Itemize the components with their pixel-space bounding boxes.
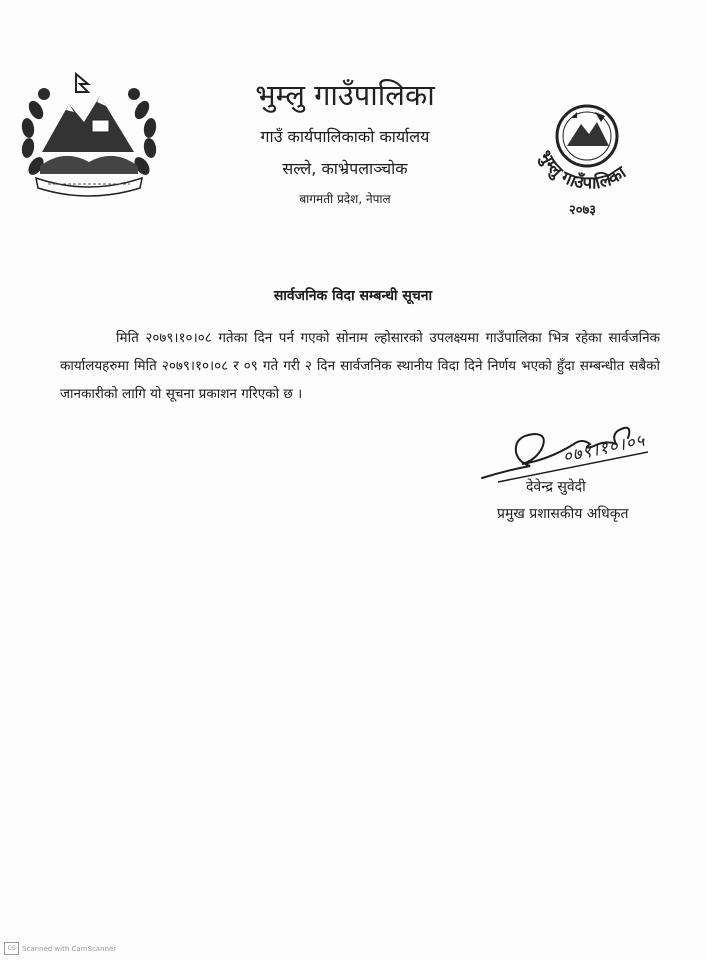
notice-title: सार्वजनिक विदा सम्बन्धी सूचना xyxy=(273,288,433,304)
seal-text xyxy=(525,102,655,220)
camscanner-logo-icon: CS xyxy=(4,942,19,955)
signature-date: ०७९।१०।०५ xyxy=(561,430,648,468)
nepal-government-emblem-icon xyxy=(14,70,164,198)
svg-text:भुम्लु गाउँपालिका xyxy=(534,147,630,193)
seal-municipality-text: भुम्लु गाउँपालिका xyxy=(534,147,630,194)
municipality-name: भुम्लु गाउँपालिका xyxy=(255,78,435,112)
signatory-name: देवेन्द्र सुवेदी xyxy=(526,479,586,495)
seal-year: २०७३ xyxy=(569,203,597,218)
province-line: बागमती प्रदेश, नेपाल xyxy=(299,192,391,206)
signatory-title: प्रमुख प्रशासकीय अधिकृत xyxy=(497,506,629,522)
office-address: सल्ले, काभ्रेपलाञ्चोक xyxy=(282,159,408,178)
letterhead xyxy=(180,74,510,208)
office-name: गाउँ कार्यपालिकाको कार्यालय xyxy=(260,127,430,146)
scanner-text: Scanned with CamScanner xyxy=(22,944,117,953)
notice-body: मिति २०७९।१०।०८ गतेका दिन पर्न गएको सोनाम ल्होसारको उपलक्ष्यमा गाउँपालिका भित्र रहेका सार्वजनिक कार्यालयहरुमा मिति २०७९।१०।०८ र ०९ गते गरी २ दिन सार्वजनिक स्थानीय विदा दिने निर्णय भएको हुँदा सम्बन्धीत सबैको जानकारीको लागि यो सूचना प्रकाशन गरिएको छ । xyxy=(60,330,660,402)
scanner-watermark xyxy=(4,942,116,955)
